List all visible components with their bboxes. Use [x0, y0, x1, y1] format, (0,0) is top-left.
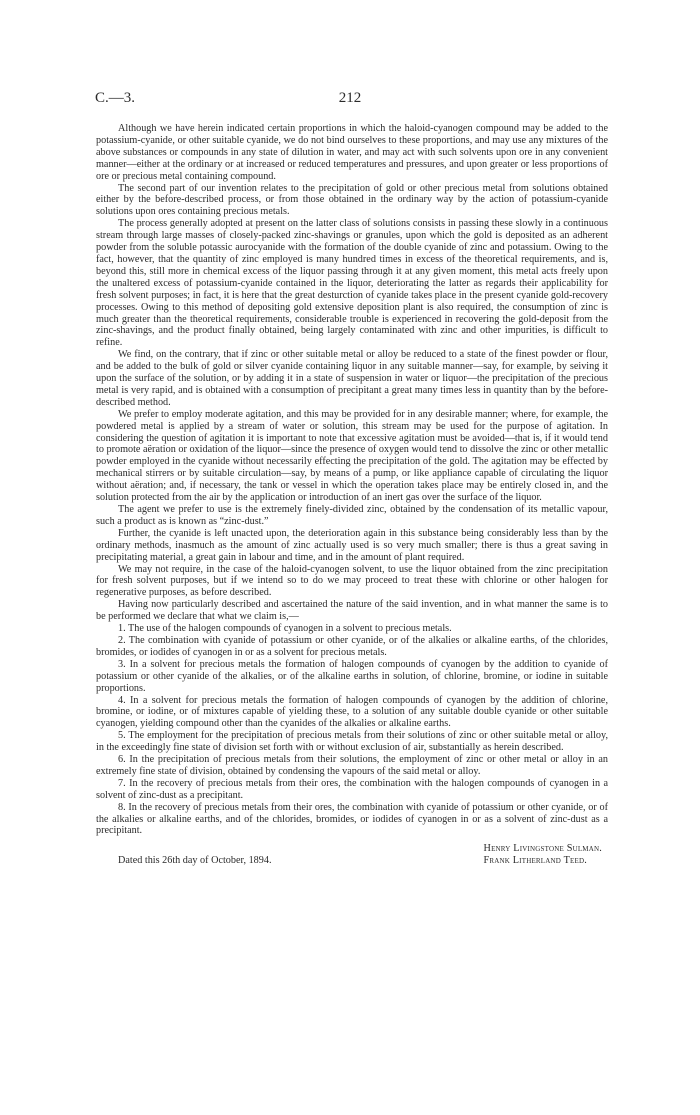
paragraph-claim-intro: Having now particularly described and ascertained the nature of the said invention, and in what manner the same is to be performed we declare that what we claim is,—: [96, 599, 608, 623]
signers: [484, 843, 602, 867]
paragraph-solvent-proportions: Although we have herein indicated certain proportions in which the haloid-cyanogen compound may be added to the potassium-cyanide, or other suitable cyanide, we do not bind ourselves to these proportions, and may use any mixtures of the above substances or compounds in any state of dilution in water, and may act with such solvents upon ore in any convenient manner—either at the ordinary or at increased or reduced temperatures and pressures, and upon greater or less proportions of ore or precious metal containing compound.: [96, 123, 608, 182]
signature-block: [96, 843, 608, 873]
paragraph-zinc-dust: The agent we prefer to use is the extremely finely-divided zinc, obtained by the condensation of its metallic vapour, such a product as is known as “zinc-dust.”: [96, 504, 608, 527]
page-number: 212: [338, 90, 362, 106]
page-header: [95, 90, 605, 112]
paragraph-current-process: The process generally adopted at present on the latter class of solutions consists in passing these slowly in a continuous stream through large masses of closely-packed zinc-shavings or granules, upon which the gold is deposited as an adherent powder from the soluble potassic aurocyanide with the formation of the double cyanide of zinc and potassium. Owing to the fact, however, that the quantity of zinc employed is many hundred times in excess of the theoretical requirements, and is, beyond this, still more in chemical excess of the liquor passing through it at any given moment, this metal acts freely upon the unaltered excess of potassium-cyanide contained in the liquor, deteriorating the latter as regards their applicability for fresh solvent purposes; in fact, it is here that the great desturction of cyanide takes place in the present cyanide gold-recovery processes. Owing to this method of depositing gold extensive deposition plant is also required, the consumption of zinc is much greater than the theoretical requirements, considerable trouble is experienced in recovering the gold-deposit from the zinc-shavings, and the product finally obtained, being largely contaminated with zinc and other impurities, is difficult to refine.: [96, 218, 608, 349]
claim-item: 8. In the recovery of precious metals from their ores, the combination with cyanide of potassium or other cyanide, or of the alkalies or alkaline earths, and of the chlorides, bromides, or iodides of cyanogen in or as a solvent of zinc-dust as a precipitant.: [96, 801, 608, 837]
body-text: [96, 123, 608, 873]
claim-item: 2. The combination with cyanide of potassium or other cyanide, or of the alkalies or alkaline earths, of the chlorides, bromides, or iodides of cyanogen in or as a solvent for precious metals.: [96, 634, 608, 658]
paragraph-cyanide-saving: Further, the cyanide is left unacted upon, the deterioration again in this substance being considerably less than by the ordinary methods, inasmuch as the amount of zinc actually used is so very much smaller; there is thus a great saving in precipitating material, a great gain in labour and time, and in the amount of plant required.: [96, 527, 608, 563]
claims-list: [96, 623, 608, 837]
paragraph-regeneration: We may not require, in the case of the haloid-cyanogen solvent, to use the liquor obtained from the zinc precipitation for fresh solvent purposes, but if we intend so to do we may proceed to treat these with chlorine or other halogen for regenerative purposes, as before described.: [96, 563, 608, 599]
claim-item: 1. The use of the halogen compounds of cyanogen in a solvent to precious metals.: [118, 623, 452, 635]
signer-name: Frank Litherland Teed.: [483, 855, 587, 867]
date-line: Dated this 26th day of October, 1894.: [118, 855, 272, 867]
paragraph-second-part: The second part of our invention relates to the precipitation of gold or other precious metal from solutions obtained either by the before-described process, or from those obtained in the ordinary way by the action of potassium-cyanide solutions upon ores containing precious metals.: [96, 182, 608, 218]
claim-item: 5. The employment for the precipitation of precious metals from their solutions of zinc or other suitable metal or alloy, in the exceedingly fine state of division set forth with or without exclusion of air, substantially as herein described.: [96, 730, 608, 754]
signer-name: Henry Livingstone Sulman.: [483, 843, 602, 855]
header-reference: C.—3.: [95, 90, 136, 106]
claim-item: 6. In the precipitation of precious metals from their solutions, the employment of zinc or other metal or alloy in an extremely fine state of division, obtained by condensing the vapours of the said metal or alloy.: [96, 754, 608, 777]
claim-item: 4. In a solvent for precious metals the formation of halogen compounds of cyanogen by the addition of chlorine, bromine, or iodine, or of mixtures capable of yielding these, to a solution of any suitable double cyanide or other suitable cyanogen, yielding compound other than the cyanides of the alkalies or alkaline earths.: [96, 694, 608, 730]
paragraph-zinc-powder: We find, on the contrary, that if zinc or other suitable metal or alloy be reduced to a state of the finest powder or flour, and be added to the bulk of gold or silver cyanide containing liquor in any suitable manner—say, for example, by seiving it upon the surface of the solution, or by adding it in a state of suspension in water or liquor—the precipitation of the precious metal is very rapid, and is obtained with a consumption of precipitant a great many times less in quantity than by the before-described method.: [96, 349, 608, 408]
paragraph-agitation: We prefer to employ moderate agitation, and this may be provided for in any desirable manner; where, for example, the powdered metal is applied by a stream of water or solution, this stream may be used for the purpose of agitation. In considering the question of agitation it is important to note that excessive agitation must be avoided—that is, if it would tend to promote aëration or oxidation of the liquor—since the presence of oxygen would tend to dissolve the zinc or other metallic powder employed in the cyanide without necessarily effecting the precipitation of the gold. The agitation may be effected by mechanical stirrers or by suitable circulation—say, by means of a pump, or like appliance capable of circulating the liquor without aëration; and, if necessary, the tank or vessel in which the operation takes place may be entirely closed in, and the solution protected from the air by the application or introduction of an inert gas over the surface of the liquor.: [96, 408, 608, 504]
claim-item: 3. In a solvent for precious metals the formation of halogen compounds of cyanogen by the addition to cyanide of potassium or other cyanide of the alkalies, or of the alkaline earths in solution, of chlorine, bromine, or iodine in suitable proportions.: [96, 658, 608, 694]
claim-item: 7. In the recovery of precious metals from their ores, the combination with the halogen compounds of cyanogen in a solvent of zinc-dust as a precipitant.: [96, 777, 608, 801]
